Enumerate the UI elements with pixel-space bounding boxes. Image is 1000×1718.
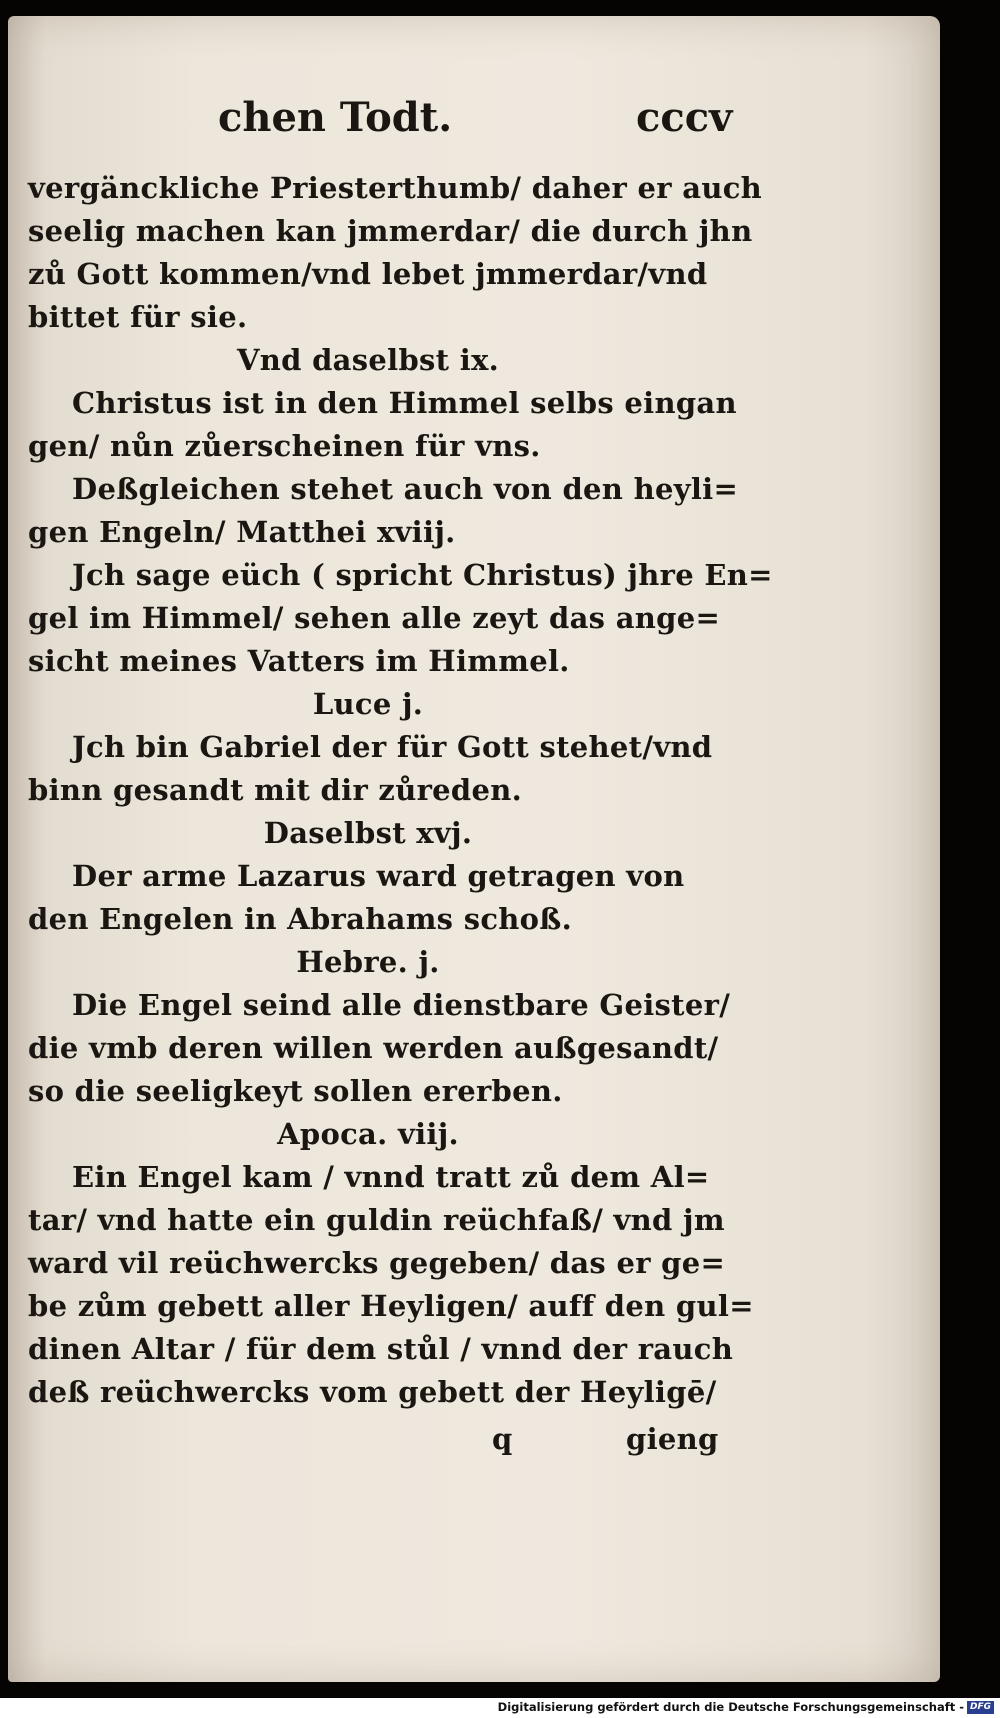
section-reference: Hebre. j. <box>296 945 440 979</box>
text-line: seelig machen kan jmmerdar/ die durch jhn <box>28 214 753 248</box>
section-reference: Luce j. <box>312 687 424 721</box>
text-line: binn gesandt mit dir zůreden. <box>28 773 523 807</box>
text-line: die vmb deren willen werden außgesandt/ <box>28 1031 719 1065</box>
signature-mark: q <box>492 1422 513 1456</box>
page-text <box>8 16 940 1682</box>
text-line: gen/ nůn zůerscheinen für vns. <box>28 429 541 463</box>
running-title: chen Todt. <box>218 94 453 141</box>
text-line: zů Gott kommen/vnd lebet jmmerdar/vnd <box>28 257 708 291</box>
text-line: Ein Engel kam / vnnd tratt zů dem Al= <box>72 1160 710 1194</box>
text-line: gel im Himmel/ sehen alle zeyt das ange= <box>28 601 721 635</box>
text-line: Jch bin Gabriel der für Gott stehet/vnd <box>72 730 713 764</box>
text-line: den Engelen in Abrahams schoß. <box>28 902 573 936</box>
text-line: Die Engel seind alle dienstbare Geister/ <box>72 988 731 1022</box>
text-line: tar/ vnd hatte ein guldin reüchfaß/ vnd jm <box>28 1203 725 1237</box>
text-line: be zům gebett aller Heyligen/ auff den gul= <box>28 1289 754 1323</box>
text-line: Deßgleichen stehet auch von den heyli= <box>72 472 739 506</box>
text-line: ward vil reüchwercks gegeben/ das er ge= <box>28 1246 726 1280</box>
text-line: deß reüchwercks vom gebett der Heyligē/ <box>28 1375 717 1409</box>
section-reference: Daselbst xvj. <box>263 816 473 850</box>
text-line: bittet für sie. <box>28 300 248 334</box>
section-reference: Apoca. viij. <box>277 1117 459 1151</box>
text-line: so die seeligkeyt sollen ererben. <box>28 1074 563 1108</box>
text-line: sicht meines Vatters im Himmel. <box>28 644 570 678</box>
book-page <box>8 16 940 1682</box>
section-reference: Vnd daselbst ix. <box>236 343 500 377</box>
text-line: Der arme Lazarus ward getragen von <box>72 859 685 893</box>
dfg-logo: DFG <box>967 1701 994 1714</box>
folio-number: cccv <box>636 94 733 141</box>
text-line: Christus ist in den Himmel selbs eingan <box>72 386 737 420</box>
text-line: vergänckliche Priesterthumb/ daher er auch <box>28 171 763 205</box>
funding-credit: Digitalisierung gefördert durch die Deutsche Forschungsgemeinschaft - <box>497 1700 964 1714</box>
text-line: dinen Altar / für dem stůl / vnnd der rauch <box>28 1332 734 1366</box>
catchword: gieng <box>626 1422 719 1456</box>
text-line: gen Engeln/ Matthei xviij. <box>28 515 456 549</box>
text-line: Jch sage eüch ( spricht Christus) jhre En= <box>72 558 773 592</box>
